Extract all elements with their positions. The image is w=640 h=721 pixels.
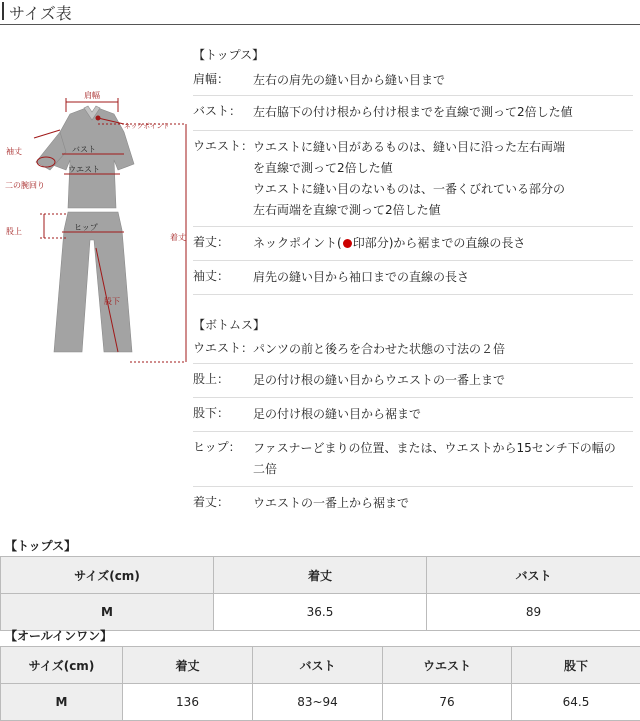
definition-term: ヒップ： xyxy=(193,438,241,455)
definition-text: ウエストに縫い目があるものは、縫い目に沿った左右両端 を直線で測って2倍した値 ウエストに縫い目のないものは、一番くびれている部分の 左右両端を直線で測って2倍した値 xyxy=(253,137,628,221)
definition-term: バスト： xyxy=(193,102,241,119)
definition-text: 足の付け根の縫い目からウエストの一番上まで xyxy=(253,370,628,391)
definition-text: ファスナーどまりの位置、または、ウエストから15センチ下の幅の 二倍 xyxy=(253,438,628,480)
definition-row xyxy=(193,333,633,364)
definition-row xyxy=(193,261,633,295)
definition-row xyxy=(193,432,633,487)
label-waist: ウエスト xyxy=(68,165,100,174)
cell-length: 36.5 xyxy=(214,594,427,631)
tops-table-heading: 【トップス】 xyxy=(5,537,76,554)
label-neck-point: ネックポイント xyxy=(124,122,170,130)
definition-text: ネックポイント( 印部分)から裾までの直線の長さ xyxy=(253,233,628,254)
pants-shape xyxy=(54,212,132,352)
definition-row xyxy=(193,96,633,131)
label-shoulder: 肩幅 xyxy=(84,90,100,100)
definition-row xyxy=(193,364,633,398)
header-bust: バスト xyxy=(253,647,383,684)
tops-size-table xyxy=(0,556,640,631)
red-dot-icon xyxy=(343,239,352,248)
allinone-table-heading: 【オールインワン】 xyxy=(5,627,112,644)
definition-term: 股下： xyxy=(193,404,229,421)
label-hip: ヒップ xyxy=(74,223,98,232)
header-inseam: 股下 xyxy=(512,647,640,684)
allinone-size-table xyxy=(0,646,640,721)
measurement-diagram xyxy=(0,90,190,380)
header-bust: バスト xyxy=(427,557,640,594)
tops-definitions-heading: 【トップス】 xyxy=(193,46,264,63)
table-row xyxy=(1,594,640,631)
definition-term: 着丈： xyxy=(193,493,229,510)
definition-text: ウエストの一番上から裾まで xyxy=(253,493,628,514)
definition-row xyxy=(193,487,633,520)
label-inseam: 股下 xyxy=(104,297,120,306)
title-divider xyxy=(0,24,640,25)
definition-row xyxy=(193,131,633,227)
table-header-row xyxy=(1,557,640,594)
title-accent-bar xyxy=(2,2,4,20)
cell-waist: 76 xyxy=(383,684,512,721)
header-length: 着丈 xyxy=(123,647,253,684)
definition-text: 肩先の縫い目から袖口までの直線の長さ xyxy=(253,267,628,288)
definition-term: 袖丈： xyxy=(193,267,229,284)
bottoms-definitions-heading: 【ボトムス】 xyxy=(193,316,265,333)
definition-row xyxy=(193,398,633,432)
header-size: サイズ(cm) xyxy=(1,557,214,594)
page-header xyxy=(0,0,640,22)
definition-term: 着丈： xyxy=(193,233,229,250)
header-waist: ウエスト xyxy=(383,647,512,684)
definition-text: パンツの前と後ろを合わせた状態の寸法の２倍 xyxy=(253,339,628,360)
label-upper-arm: 二の腕回り xyxy=(5,180,45,190)
definition-term: 肩幅： xyxy=(193,70,229,87)
table-header-row xyxy=(1,647,640,684)
cell-size: M xyxy=(1,684,123,721)
header-length: 着丈 xyxy=(214,557,427,594)
header-size: サイズ(cm) xyxy=(1,647,123,684)
table-row xyxy=(1,684,640,721)
definition-text: 左右の肩先の縫い目から縫い目まで xyxy=(253,70,628,91)
definition-term: 股上： xyxy=(193,370,229,387)
garment-illustration xyxy=(0,90,190,380)
cell-size: M xyxy=(1,594,214,631)
label-bust: バスト xyxy=(72,145,96,154)
definition-row xyxy=(193,227,633,261)
page-title: サイズ表 xyxy=(9,1,72,24)
label-length: 着丈 xyxy=(170,232,186,242)
cell-inseam: 64.5 xyxy=(512,684,640,721)
definition-text: 左右脇下の付け根から付け根までを直線で測って2倍した値 xyxy=(253,102,628,123)
cell-bust: 83~94 xyxy=(253,684,383,721)
label-sleeve: 袖丈 xyxy=(6,146,22,156)
cell-length: 136 xyxy=(123,684,253,721)
cell-bust: 89 xyxy=(427,594,640,631)
definition-term: ウエスト： xyxy=(193,137,253,154)
definition-row xyxy=(193,64,633,96)
neck-point-marker xyxy=(96,116,101,121)
definition-term: ウエスト： xyxy=(193,339,253,356)
label-rise: 股上 xyxy=(6,226,22,236)
definition-text: 足の付け根の縫い目から裾まで xyxy=(253,404,628,425)
